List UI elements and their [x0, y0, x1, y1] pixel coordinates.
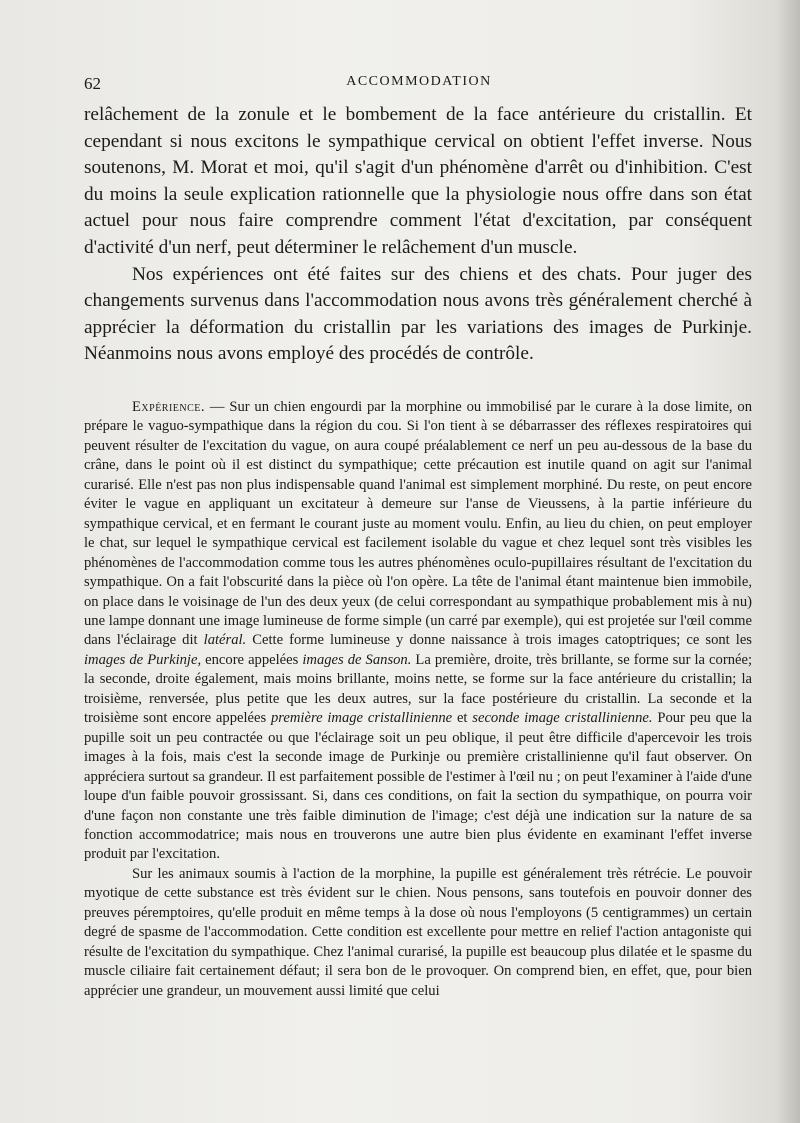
term-sanson-images: images de Sanson. — [302, 651, 412, 668]
paragraph-2: Nos expériences ont été faites sur des chiens et des chats. Pour juger des changements survenus dans l'accommodation nous avons très généralement cherché à apprécier la déformation du cristallin par les variations des images de Purkinje. Néanmoins nous avons employé des procédés de contrôle. — [84, 263, 752, 365]
page-header — [84, 70, 754, 94]
experiment-text-2: Cette forme lumineuse y donne naissance à trois images catoptriques; ce sont les — [246, 632, 752, 649]
experiment-section — [84, 398, 752, 1001]
experiment-text-6: Pour peu que la pupille soit un peu contractée ou que l'éclairage soit un peu oblique, il peut être difficile d'apercevoir les trois images à la fois, mais c'est la seconde image de Purkinje ou première cristallinienne qu'il faut observer. On appréciera surtout sa grandeur. Il est parfaitement possible de l'estimer à l'œil nu ; on peut l'examiner à l'aide d'une loupe d'un faible pouvoir grossissant. Si, dans ces conditions, on fait la section du sympathique, on pourra voir d'une façon non constante une très faible diminution de l'image; c'est déjà une indication sur la nature de sa fonction accommodatrice; mais nous en trouverons une autre bien plus évidente en examinant l'effet inverse produit par l'excitation. — [84, 710, 752, 863]
experiment-text-1: — Sur un chien engourdi par la morphine ou immobilisé par le curare à la dose limite, on prépare le vaguo-sympathique dans la région du cou. Si l'on tient à se débarrasser des réflexes respiratoires qui peuvent résulter de l'excitation du vague, on aura coupé préalablement ce nerf un peu au-dessous de la base du crâne, dans le point où il est distinct du sympathique; cette précaution est inutile quand on agit sur l'animal curarisé. Elle n'est pas non plus indispensable quand l'animal est simplement morphiné. Du reste, on peut encore éviter le vague en appliquant un excitateur à demeure sur l'anse de Vieussens, à la partie inférieure du sympathique cervical, et en fermant le courant juste au moment voulu. Enfin, au lieu du chien, on peut employer le chat, sur lequel le sympathique cervical est facilement isolable du vague et chez lequel sont très visibles les phénomènes de l'accommodation comme tous les autres phénomènes oculo-pupillaires résultant de l'excitation du sympathique. On a fait l'obscurité dans la pièce où l'on opère. La tête de l'animal étant maintenue bien immobile, on place dans le voisinage de l'un des deux yeux (de celui correspondant au sympathique probablement mis à nu) une lampe donnant une image lumineuse de forme simple (un carré par exemple), qui est projetée sur l'œil comme dans l'éclairage dit — [84, 399, 752, 649]
paragraph-1: relâchement de la zonule et le bombement de la face antérieure du cristallin. Et cependant si nous excitons le sympathique cervical on obtient l'effet inverse. Nous soutenons, M. Morat et moi, qu'il s'agit d'un phénomène d'arrêt ou d'inhibition. C'est du moins la seule explication rationnelle que la physiologie nous offre dans son état actuel pour nous faire comprendre comment l'état d'excitation, par conséquent d'activité d'un nerf, peut déterminer le relâchement d'un muscle. — [84, 104, 752, 258]
experiment-text-5: et — [452, 710, 473, 727]
experiment-label: Expérience. — [132, 399, 206, 415]
term-first-crystalline-image: première image cristallinienne — [270, 710, 453, 727]
experiment-paragraph — [84, 398, 752, 865]
term-purkinje-images: images de Purkinje, — [84, 651, 202, 668]
term-second-crystalline-image: seconde image cristallinienne. — [472, 710, 653, 727]
page-number: 62 — [84, 74, 101, 93]
experiment-text-4: La première, droite, très brillante, se forme sur la cornée; la seconde, droite également, mais moins brillante, moins nette, se forme sur la face antérieure du cristallin; la troisième, renversée, plus petite que les deux autres, sur la face postérieure du cristallin. La seconde et la troisième sont encore appelées — [84, 651, 752, 727]
term-lateral: latéral. — [203, 632, 247, 649]
running-title: ACCOMMODATION — [346, 74, 492, 89]
paragraph-4: Sur les animaux soumis à l'action de la morphine, la pupille est généralement très rétrécie. Le pouvoir myotique de cette substance est très évident sur le chien. Nous pensons, sans toutefois en pouvoir donner des preuves péremptoires, qu'elle produit en même temps à la dose où nous l'employons (5 centigrammes) un certain degré de spasme de l'accommodation. Cette condition est excellente pour mettre en relief l'action antagoniste qui résulte de l'excitation du sympathique. Chez l'animal curarisé, la pupille est beaucoup plus dilatée et le spasme du muscle ciliaire fait certainement défaut; il sera bon de le provoquer. On comprend bien, en effet, que, pour bien apprécier une grandeur, un mouvement aussi limité que celui — [84, 865, 752, 999]
main-text — [84, 102, 752, 368]
experiment-text-3: encore appelées — [201, 651, 303, 668]
